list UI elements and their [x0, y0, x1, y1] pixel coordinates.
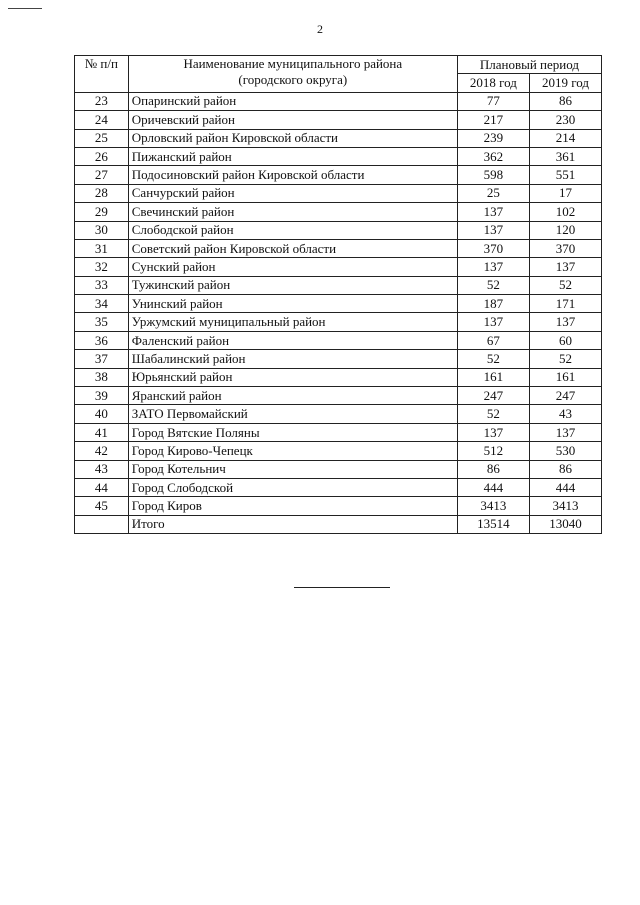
row-number: 26: [75, 147, 129, 165]
row-number: 30: [75, 221, 129, 239]
table-row: [75, 166, 602, 184]
header-period: Плановый период: [457, 56, 601, 74]
table-row: [75, 239, 602, 257]
table-body: [75, 92, 602, 533]
row-value-2018: 512: [457, 442, 529, 460]
header-number: № п/п: [75, 56, 129, 93]
row-number: 31: [75, 239, 129, 257]
row-district-name: Свечинский район: [128, 203, 457, 221]
row-value-2019: 86: [529, 92, 601, 110]
row-number: 38: [75, 368, 129, 386]
row-number: 36: [75, 331, 129, 349]
row-value-2019: 530: [529, 442, 601, 460]
row-district-name: Город Котельнич: [128, 460, 457, 478]
total-value-2018: 13514: [457, 515, 529, 533]
row-value-2019: 3413: [529, 497, 601, 515]
table-row: [75, 221, 602, 239]
row-value-2019: 52: [529, 350, 601, 368]
row-number: 41: [75, 423, 129, 441]
table-row: [75, 350, 602, 368]
row-value-2018: 52: [457, 276, 529, 294]
row-number: 44: [75, 478, 129, 496]
total-value-2019: 13040: [529, 515, 601, 533]
row-value-2018: 3413: [457, 497, 529, 515]
row-value-2018: 137: [457, 221, 529, 239]
table-row: [75, 368, 602, 386]
row-value-2019: 171: [529, 295, 601, 313]
page-number: 2: [317, 22, 323, 36]
table-row: [75, 258, 602, 276]
header-year-2019: 2019 год: [529, 74, 601, 92]
row-value-2019: 444: [529, 478, 601, 496]
row-value-2018: 137: [457, 258, 529, 276]
row-value-2018: 370: [457, 239, 529, 257]
row-value-2019: 60: [529, 331, 601, 349]
row-value-2018: 217: [457, 111, 529, 129]
row-number: 45: [75, 497, 129, 515]
row-number: 33: [75, 276, 129, 294]
row-district-name: Город Киров: [128, 497, 457, 515]
table-row: [75, 478, 602, 496]
row-district-name: Тужинский район: [128, 276, 457, 294]
top-edge-line: [8, 8, 42, 9]
row-value-2018: 247: [457, 387, 529, 405]
row-value-2018: 598: [457, 166, 529, 184]
table-row: [75, 405, 602, 423]
row-number: 28: [75, 184, 129, 202]
row-value-2018: 161: [457, 368, 529, 386]
table-row: [75, 111, 602, 129]
row-value-2019: 230: [529, 111, 601, 129]
row-value-2019: 137: [529, 423, 601, 441]
total-label: Итого: [128, 515, 457, 533]
table-row: [75, 92, 602, 110]
row-value-2019: 17: [529, 184, 601, 202]
row-district-name: Слободской район: [128, 221, 457, 239]
table-row: [75, 497, 602, 515]
row-value-2018: 67: [457, 331, 529, 349]
header-year-2018: 2018 год: [457, 74, 529, 92]
row-number: 35: [75, 313, 129, 331]
row-district-name: Уржумский муниципальный район: [128, 313, 457, 331]
row-value-2018: 239: [457, 129, 529, 147]
row-value-2018: 52: [457, 405, 529, 423]
row-value-2018: 362: [457, 147, 529, 165]
row-value-2019: 137: [529, 258, 601, 276]
row-value-2018: 86: [457, 460, 529, 478]
row-district-name: Орловский район Кировской области: [128, 129, 457, 147]
row-district-name: Город Кирово-Чепецк: [128, 442, 457, 460]
row-value-2018: 444: [457, 478, 529, 496]
row-number: 34: [75, 295, 129, 313]
row-number: 40: [75, 405, 129, 423]
header-name-line2: (городского округа): [238, 72, 348, 87]
table-row: [75, 331, 602, 349]
row-number: 43: [75, 460, 129, 478]
row-value-2019: 551: [529, 166, 601, 184]
row-district-name: Город Слободской: [128, 478, 457, 496]
row-value-2018: 25: [457, 184, 529, 202]
row-district-name: Фаленский район: [128, 331, 457, 349]
row-district-name: Подосиновский район Кировской области: [128, 166, 457, 184]
end-separator-line: [294, 587, 390, 588]
row-value-2019: 161: [529, 368, 601, 386]
table-row: [75, 129, 602, 147]
row-district-name: Юрьянский район: [128, 368, 457, 386]
row-value-2019: 52: [529, 276, 601, 294]
row-number: 27: [75, 166, 129, 184]
row-number: 32: [75, 258, 129, 276]
row-value-2019: 214: [529, 129, 601, 147]
table-row: [75, 442, 602, 460]
row-district-name: Сунский район: [128, 258, 457, 276]
table-row: [75, 184, 602, 202]
table-row: [75, 387, 602, 405]
row-district-name: Санчурский район: [128, 184, 457, 202]
table-row: [75, 295, 602, 313]
row-value-2019: 370: [529, 239, 601, 257]
row-district-name: Шабалинский район: [128, 350, 457, 368]
row-district-name: Унинский район: [128, 295, 457, 313]
table-row: [75, 276, 602, 294]
row-number: 25: [75, 129, 129, 147]
row-number: 29: [75, 203, 129, 221]
row-value-2018: 77: [457, 92, 529, 110]
total-number: [75, 515, 129, 533]
row-district-name: Советский район Кировской области: [128, 239, 457, 257]
table-row: [75, 203, 602, 221]
row-value-2019: 361: [529, 147, 601, 165]
header-name-line1: Наименование муниципального района: [183, 56, 403, 71]
row-value-2019: 247: [529, 387, 601, 405]
header-name: [128, 56, 457, 93]
row-value-2019: 86: [529, 460, 601, 478]
row-district-name: Опаринский район: [128, 92, 457, 110]
allocation-table: [74, 55, 602, 534]
row-value-2019: 120: [529, 221, 601, 239]
row-value-2019: 137: [529, 313, 601, 331]
row-value-2018: 137: [457, 423, 529, 441]
row-value-2018: 187: [457, 295, 529, 313]
row-district-name: Пижанский район: [128, 147, 457, 165]
row-number: 42: [75, 442, 129, 460]
table-row: [75, 147, 602, 165]
table-row: [75, 423, 602, 441]
row-district-name: Яранский район: [128, 387, 457, 405]
row-district-name: Оричевский район: [128, 111, 457, 129]
row-value-2019: 102: [529, 203, 601, 221]
table-header: [75, 56, 602, 93]
row-district-name: ЗАТО Первомайский: [128, 405, 457, 423]
row-value-2018: 52: [457, 350, 529, 368]
table-row: [75, 313, 602, 331]
row-value-2018: 137: [457, 203, 529, 221]
row-number: 24: [75, 111, 129, 129]
row-number: 23: [75, 92, 129, 110]
table-row: [75, 460, 602, 478]
row-number: 39: [75, 387, 129, 405]
row-district-name: Город Вятские Поляны: [128, 423, 457, 441]
row-value-2019: 43: [529, 405, 601, 423]
total-row: [75, 515, 602, 533]
row-value-2018: 137: [457, 313, 529, 331]
row-number: 37: [75, 350, 129, 368]
